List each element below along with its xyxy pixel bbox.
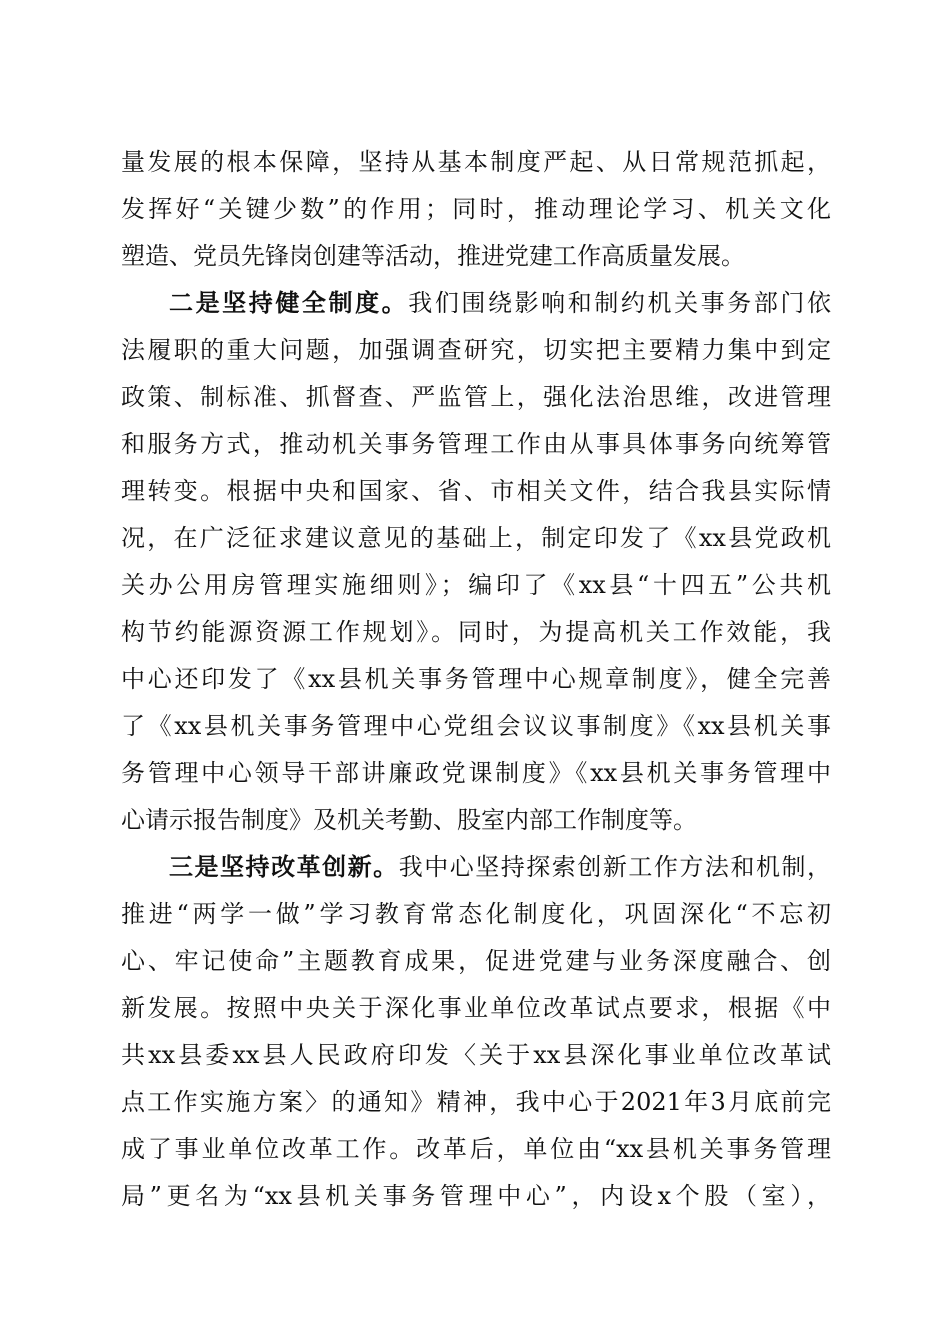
- text-line: 构节约能源资源工作规划》。同时，为提高机关工作效能，我: [121, 618, 831, 646]
- text-line: 法履职的重大问题，加强调查研究，切实把主要精力集中到定: [121, 336, 831, 364]
- paragraph-text: 我们围绕影响和制约机关事务部门依: [408, 289, 831, 317]
- text-line: 务管理中心领导干部讲廉政党课制度》《xx县机关事务管理中: [121, 759, 831, 787]
- paragraph-first-line: [169, 283, 831, 323]
- text-line: 中心还印发了《xx县机关事务管理中心规章制度》，健全完善: [121, 665, 831, 693]
- paragraph-heading: 三是坚持改革创新。: [169, 852, 399, 881]
- paragraph-text: 我中心坚持探索创新工作方法和机制，: [398, 853, 831, 881]
- text-line: 心、牢记使命”主题教育成果，促进党建与业务深度融合、创: [121, 947, 831, 975]
- text-line: 发挥好“关键少数”的作用；同时，推动理论学习、机关文化: [121, 195, 831, 223]
- text-line: 了《xx县机关事务管理中心党组会议议事制度》《xx县机关事: [121, 712, 831, 740]
- text-line: 关办公用房管理实施细则》；编印了《xx县“十四五”公共机: [121, 571, 831, 599]
- text-line: 成了事业单位改革工作。改革后，单位由“xx县机关事务管理: [121, 1135, 831, 1163]
- text-line: 况，在广泛征求建议意见的基础上，制定印发了《xx县党政机: [121, 524, 831, 552]
- paragraph-first-line: [169, 847, 831, 887]
- text-line: 共xx县委xx县人民政府印发〈关于xx县深化事业单位改革试: [121, 1041, 831, 1069]
- text-line: 政策、制标准、抓督查、严监管上，强化法治思维，改进管理: [121, 383, 831, 411]
- text-line: 新发展。按照中央关于深化事业单位改革试点要求，根据《中: [121, 994, 831, 1022]
- paragraph-heading: 二是坚持健全制度。: [169, 288, 409, 317]
- text-line: 理转变。根据中央和国家、省、市相关文件，结合我县实际情: [121, 477, 831, 505]
- text-line: 推进“两学一做”学习教育常态化制度化，巩固深化“不忘初: [121, 900, 831, 928]
- text-line: 和服务方式，推动机关事务管理工作由从事具体事务向统筹管: [121, 430, 831, 458]
- text-line: 点工作实施方案〉的通知》精神，我中心于2021年3月底前完: [121, 1088, 831, 1116]
- text-line: 心请示报告制度》及机关考勤、股室内部工作制度等。: [121, 806, 697, 834]
- text-line: 塑造、党员先锋岗创建等活动，推进党建工作高质量发展。: [121, 242, 745, 270]
- text-line: 量发展的根本保障，坚持从基本制度严起、从日常规范抓起，: [121, 148, 831, 176]
- text-line: 局”更名为“xx县机关事务管理中心”，内设x个股（室），: [121, 1182, 831, 1210]
